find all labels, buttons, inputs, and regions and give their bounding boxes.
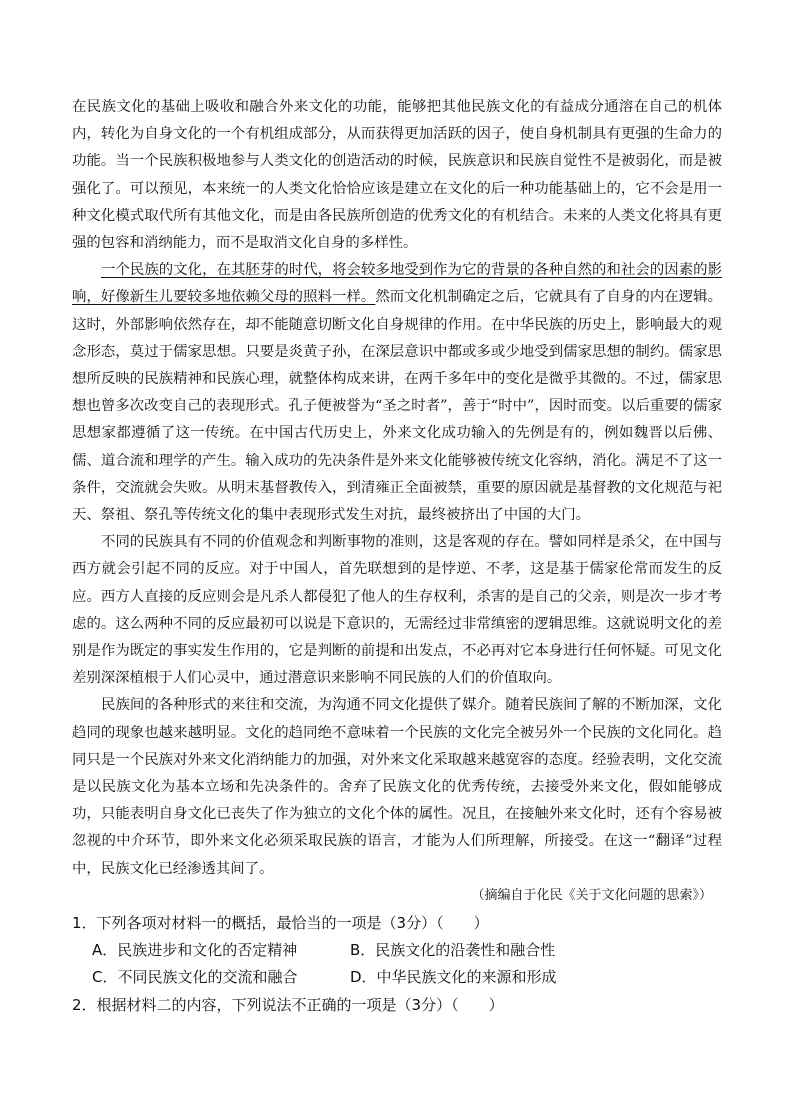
reading-passage	[72, 94, 722, 883]
passage-paragraph-2-rest: 然而文化机制确定之后，它就具有了自身的内在逻辑。这时，外部影响依然存在，却不能随意切断文化自身规律的作用。在中华民族的历史上，影响最大的观念形态，莫过于儒家思想。只要是炎黄子孙，在深层意识中都或多或少地受到儒家思想的制约。儒家思想所反映的民族精神和民族心理，就整体构成来讲，在两千多年中的变化是微乎其微的。不过，儒家思想也曾多次改变自己的表现形式。孔子便被誉为“圣之时者”，善于“时中”，因时而变。以后重要的儒家思想家都遵循了这一传统。在中国古代历史上，外来文化成功输入的先例是有的，例如魏晋以后佛、儒、道合流和理学的产生。输入成功的先决条件是外来文化能够被传统文化容纳，消化。满足不了这一条件，交流就会失败。从明末基督教传入，到清雍正全面被禁，重要的原因就是基督教的文化规范与祀天、祭祖、祭孔等传统文化的集中表现形式发生对抗，最终被挤出了中国的大门。	[72, 289, 722, 524]
passage-paragraph-4: 民族间的各种形式的来往和交流，为沟通不同文化提供了媒介。随着民族间了解的不断加深，文化趋同的现象也越来越明显。文化的趋同绝不意味着一个民族的文化完全被另外一个民族的文化同化。趋同只是一个民族对外来文化消纳能力的加强，对外来文化采取越来越宽容的态度。经验表明，文化交流是以民族文化为基本立场和先决条件的。舍弃了民族文化的优秀传统，去接受外来文化，假如能够成功，只能表明自身文化已丧失了作为独立的文化个体的属性。况且，在接触外来文化时，还有个容易被忽视的中介环节，即外来文化必须采取民族的语言，才能为人们所理解，所接受。在这一“翻译”过程中，民族文化已经渗透其间了。	[72, 697, 722, 877]
question-1-option-d[interactable]: D．中华民族文化的来源和形成	[350, 968, 557, 986]
question-1-option-a[interactable]: A．民族进步和文化的否定精神	[92, 941, 298, 959]
passage-paragraph-1: 在民族文化的基础上吸收和融合外来文化的功能，能够把其他民族文化的有益成分通溶在自己的机体内，转化为自身文化的一个有机组成部分，从而获得更加活跃的因子，使自身机制具有更强的生命力的功能。当一个民族积极地参与人类文化的创造活动的时候，民族意识和民族自觉性不是被弱化，而是被强化了。可以预见，本来统一的人类文化恰恰应该是建立在文化的后一种功能基础上的，它不会是用一种文化模式取代所有其他文化，而是由各民族所创造的优秀文化的有机结合。未来的人类文化将具有更强的包容和消纳能力，而不是取消文化自身的多样性。	[72, 99, 722, 252]
source-citation: （摘编自于化民《关于文化问题的思索》）	[471, 888, 712, 903]
passage-paragraph-3: 不同的民族具有不同的价值观念和判断事物的准则，这是客观的存在。譬如同样是杀父，在中国与西方就会引起不同的反应。对于中国人，首先联想到的是悖逆、不孝，这是基于儒家伦常而发生的反应。西方人直接的反应则会是凡杀人都侵犯了他人的生存权利，杀害的是自己的父亲，则是次一步才考虑的。这么两种不同的反应最初可以说是下意识的，无需经过非常缜密的逻辑思维。这就说明文化的差别是作为既定的事实发生作用的，它是判断的前提和出发点，不必再对它本身进行任何怀疑。可见文化差别深深植根于人们心灵中，通过潜意识来影响不同民族的人们的价值取向。	[72, 534, 722, 687]
underlined-sentence: 一个民族的文化，在其胚芽的时代，将会较多地受到作为它的背景的各种自然的和社会的因素的影响，好像新生儿要较多地依赖父母的照料一样。	[72, 262, 722, 306]
question-2-stem: 2．根据材料二的内容，下列说法不正确的一项是（3分）（ ）	[72, 996, 504, 1014]
question-1-option-b[interactable]: B．民族文化的沿袭性和融合性	[350, 941, 556, 959]
passage-paragraph-2	[72, 257, 722, 529]
question-1-option-c[interactable]: C．不同民族文化的交流和融合	[92, 968, 298, 986]
question-1-stem: 1．下列各项对材料一的概括，最恰当的一项是（3分）（ ）	[72, 914, 489, 932]
